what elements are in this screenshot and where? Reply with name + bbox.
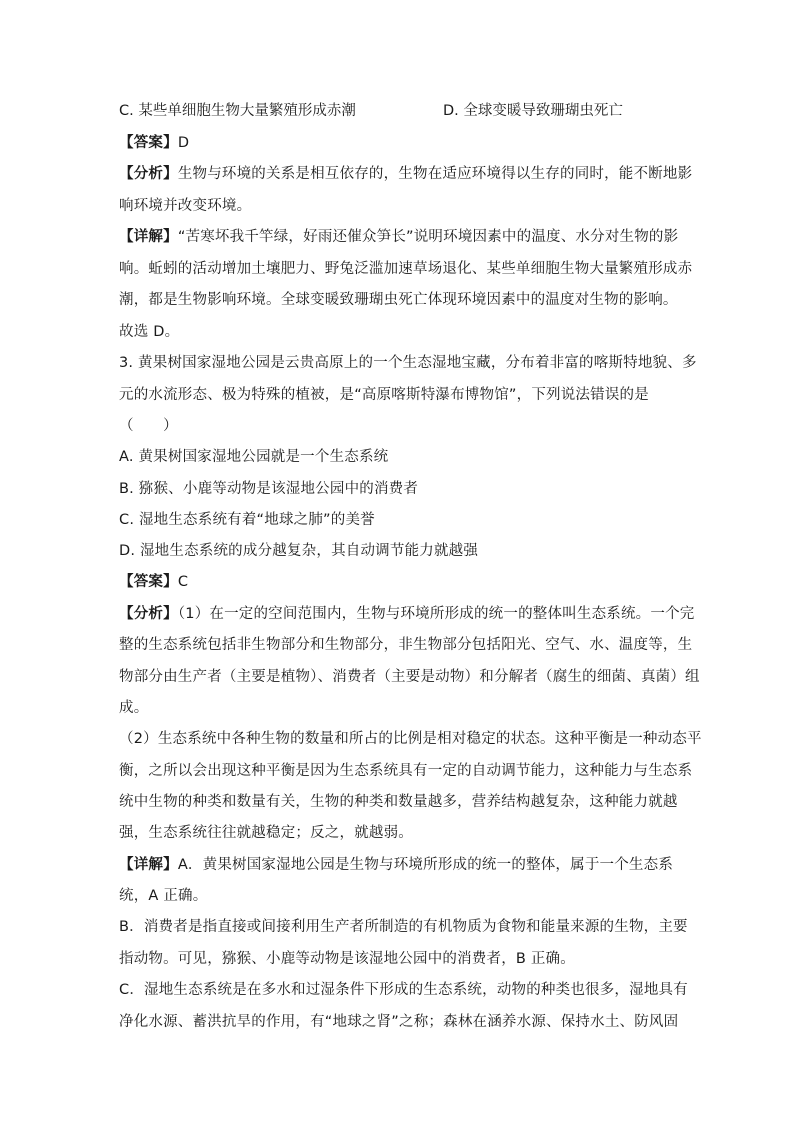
q3-option-a: A. 黄果树国家湿地公园就是一个生态系统	[119, 449, 389, 465]
q2-analysis-text-1: 生物与环境的关系是相互依存的，生物在适应环境得以生存的同时，能不断地影	[177, 166, 693, 182]
q2-detail-line-1	[119, 227, 679, 247]
q3-detail-line-5: C．湿地生态系统是在多水和过湿条件下形成的生态系统，动物的种类也很多，湿地具有	[119, 982, 688, 998]
q2-detail-line-4: 故选 D。	[119, 324, 180, 340]
q3-analysis-line-2: 整的生态系统包括非生物部分和生物部分，非生物部分包括阳光、空气、水、温度等，生	[119, 637, 693, 653]
q3-answer-tag: 【答案】	[119, 574, 178, 590]
q3-analysis-line-4: 成。	[119, 700, 149, 716]
q3-detail-line-1	[119, 855, 679, 875]
q3-analysis-text-1: （1）在一定的空间范围内，生物与环境所形成的统一的整体叫生态系统。一个完	[177, 606, 695, 622]
q2-detail-tag: 【详解】	[119, 229, 178, 245]
q2-detail-text-1: “苦寒坏我千竿绿，好雨还催众笋长”说明环境因素中的温度、水分对生物的影	[177, 229, 679, 245]
q3-stem-line-1: 3. 黄果树国家湿地公园是云贵高原上的一个生态湿地宝藏，分布着非富的喀斯特地貌、多	[119, 355, 697, 371]
q2-option-c: C. 某些单细胞生物大量繁殖形成赤潮	[119, 103, 356, 119]
q3-option-c: C. 湿地生态系统有着“地球之肺”的美誉	[119, 512, 375, 528]
q2-answer: D	[177, 135, 190, 151]
q3-answer-line	[119, 572, 679, 592]
q2-analysis-tag: 【分析】	[119, 166, 178, 182]
q3-analysis-tag: 【分析】	[119, 606, 178, 622]
q3-option-d: D. 湿地生态系统的成分越复杂，其自动调节能力就越强	[119, 543, 479, 559]
q2-answer-tag: 【答案】	[119, 135, 178, 151]
q2-option-d: D. 全球变暖导致珊瑚虫死亡	[443, 103, 623, 119]
q3-answer: C	[177, 574, 189, 590]
q2-analysis-line-1	[119, 164, 693, 184]
q3-analysis-line-1	[119, 604, 695, 624]
q3-detail-tag: 【详解】	[119, 857, 178, 873]
q2-detail-line-3: 潮，都是生物影响环境。全球变暖致珊瑚虫死亡体现环境因素中的温度对生物的影响。	[119, 292, 678, 308]
q3-analysis-line-5: （2）生态系统中各种生物的数量和所占的比例是相对稳定的状态。这种平衡是一种动态平	[119, 731, 702, 747]
q2-answer-line	[119, 133, 679, 153]
q3-analysis-line-8: 强，生态系统往往就越稳定；反之，就越弱。	[119, 825, 413, 841]
q3-stem-line-2: 元的水流形态、极为特殊的植被，是“高原喀斯特瀑布博物馆”，下列说法错误的是	[119, 387, 649, 403]
q3-detail-line-4: 指动物。可见，猕猴、小鹿等动物是该湿地公园中的消费者，B 正确。	[119, 951, 575, 967]
q3-option-b: B. 猕猴、小鹿等动物是该湿地公园中的消费者	[119, 481, 419, 497]
q2-detail-line-2: 响。蚯蚓的活动增加土壤肥力、野兔泛滥加速草场退化、某些单细胞生物大量繁殖形成赤	[119, 261, 693, 277]
q3-analysis-line-7: 统中生物的种类和数量有关，生物的种类和数量越多，营养结构越复杂，这种能力就越	[119, 794, 678, 810]
q3-detail-text-1: A．黄果树国家湿地公园是生物与环境所形成的统一的整体，属于一个生态系	[177, 857, 674, 873]
q3-detail-line-3: B．消费者是指直接或间接利用生产者所制造的有机物质为食物和能量来源的生物，主要	[119, 919, 688, 935]
q3-detail-line-6: 净化水源、蓄洪抗旱的作用，有“地球之肾”之称；森林在涵养水源、保持水土、防风固	[119, 1014, 679, 1030]
q2-analysis-line-2: 响环境并改变环境。	[119, 198, 252, 214]
q3-detail-line-2: 统，A 正确。	[119, 888, 208, 904]
q3-analysis-line-6: 衡，之所以会出现这种平衡是因为生态系统具有一定的自动调节能力，这种能力与生态系	[119, 763, 693, 779]
q3-analysis-line-3: 物部分由生产者（主要是植物）、消费者（主要是动物）和分解者（腐生的细菌、真菌）组	[119, 669, 700, 685]
q3-stem-line-3: （ ）	[119, 418, 178, 434]
